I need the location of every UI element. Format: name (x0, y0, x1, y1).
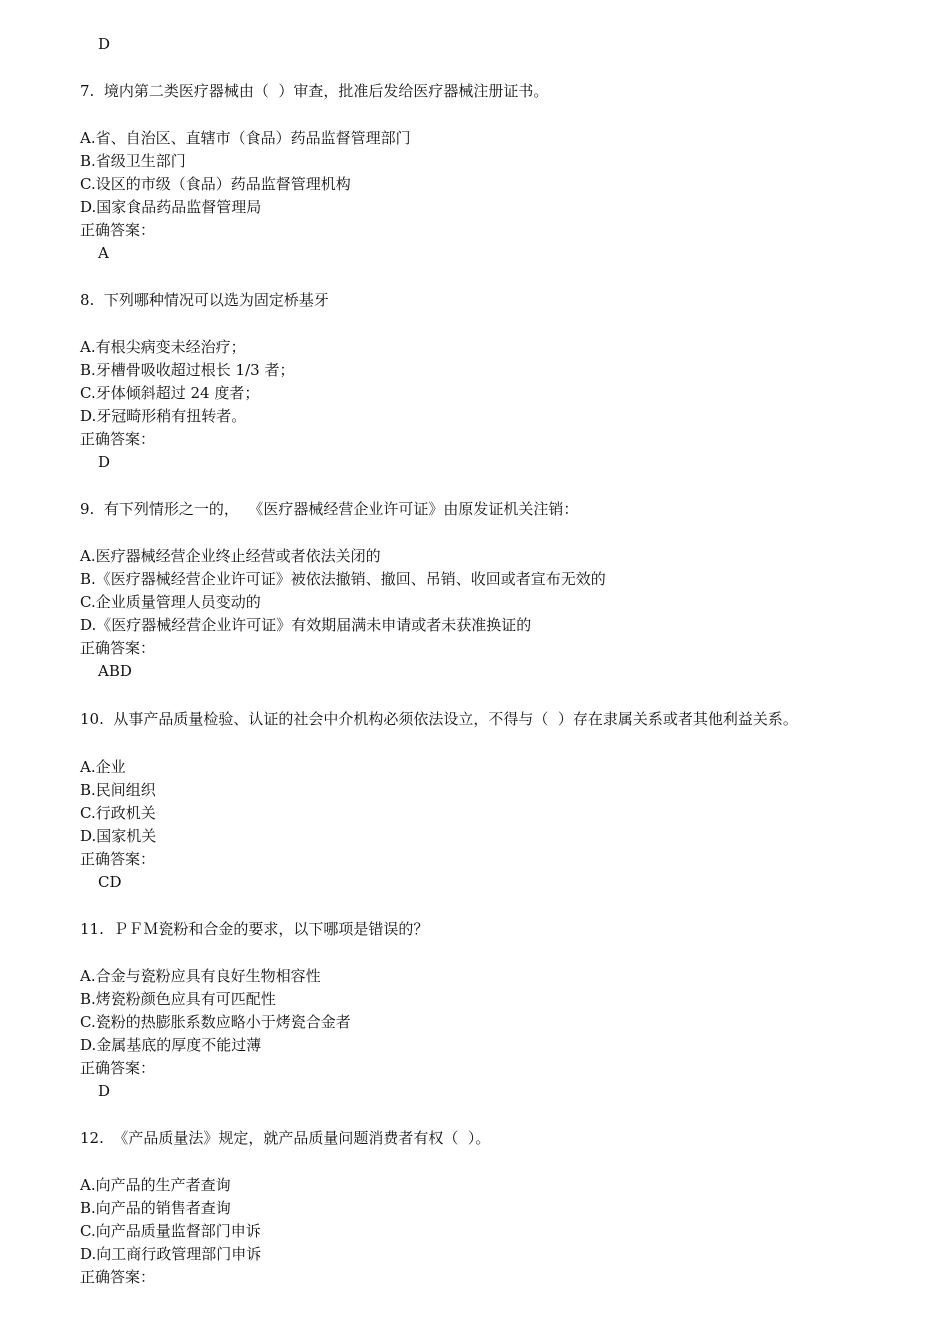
answer-value: A (98, 244, 109, 262)
option-a: A.向产品的生产者查询 (80, 1176, 231, 1194)
option-b: B.省级卫生部门 (80, 152, 186, 170)
question-text: 11. ＰＦＭ瓷粉和合金的要求，以下哪项是错误的？ (80, 920, 429, 938)
answer-value: ABD (98, 662, 132, 680)
option-c: C.设区的市级（食品）药品监督管理机构 (80, 175, 351, 193)
option-d: D.《医疗器械经营企业许可证》有效期届满未申请或者未获准换证的 (80, 616, 532, 634)
question-block-11 (80, 918, 880, 1103)
option-a: A.医疗器械经营企业终止经营或者依法关闭的 (80, 547, 381, 565)
option-a: A.有根尖病变未经治疗； (80, 338, 246, 356)
question-text: 8. 下列哪种情况可以选为固定桥基牙 (80, 291, 329, 309)
option-a: A.合金与瓷粉应具有良好生物相容性 (80, 967, 321, 985)
answer-value: D (98, 1082, 111, 1100)
option-c: C.瓷粉的热膨胀系数应略小于烤瓷合金者 (80, 1013, 351, 1031)
option-a: A.省、自治区、直辖市（食品）药品监督管理部门 (80, 129, 411, 147)
question-block-8 (80, 289, 880, 474)
answer-value: D (98, 453, 111, 471)
option-b: B.牙槽骨吸收超过根长 1/3 者； (80, 361, 295, 379)
answer-label: 正确答案： (80, 1059, 156, 1077)
question-block-7 (80, 80, 880, 265)
option-d: D.国家机关 (80, 827, 157, 845)
answer-label: 正确答案： (80, 430, 156, 448)
answer-label: 正确答案： (80, 850, 156, 868)
option-a: A.企业 (80, 758, 126, 776)
option-c: C.行政机关 (80, 804, 156, 822)
question-text: 9. 有下列情形之一的， 《医疗器械经营企业许可证》由原发证机关注销： (80, 500, 579, 518)
option-d: D.金属基底的厚度不能过薄 (80, 1036, 262, 1054)
previous-answer: D (98, 35, 111, 53)
answer-label: 正确答案： (80, 1268, 156, 1286)
question-block-10 (80, 707, 880, 894)
answer-label: 正确答案： (80, 221, 156, 239)
option-b: B.向产品的销售者查询 (80, 1199, 231, 1217)
option-c: C.向产品质量监督部门申诉 (80, 1222, 261, 1240)
option-c: C.企业质量管理人员变动的 (80, 593, 261, 611)
answer-label: 正确答案： (80, 639, 156, 657)
question-text: 7. 境内第二类医疗器械由（ ）审查，批准后发给医疗器械注册证书。 (80, 82, 549, 100)
answer-value: CD (98, 873, 122, 891)
question-block-9 (80, 498, 880, 683)
option-b: B.烤瓷粉颜色应具有可匹配性 (80, 990, 276, 1008)
option-d: D.向工商行政管理部门申诉 (80, 1245, 262, 1263)
question-block-12 (80, 1127, 880, 1289)
option-c: C.牙体倾斜超过 24 度者； (80, 384, 260, 402)
option-b: B.民间组织 (80, 781, 156, 799)
exam-page (80, 33, 880, 1289)
question-text: 10. 从事产品质量检验、认证的社会中介机构必须依法设立，不得与（ ）存在隶属关系或者其他利益关系。 (80, 710, 798, 728)
option-d: D.国家食品药品监督管理局 (80, 198, 262, 216)
question-text: 12. 《产品质量法》规定，就产品质量问题消费者有权（ ）。 (80, 1129, 491, 1147)
option-d: D.牙冠畸形稍有扭转者。 (80, 407, 247, 425)
option-b: B.《医疗器械经营企业许可证》被依法撤销、撤回、吊销、收回或者宣布无效的 (80, 570, 606, 588)
